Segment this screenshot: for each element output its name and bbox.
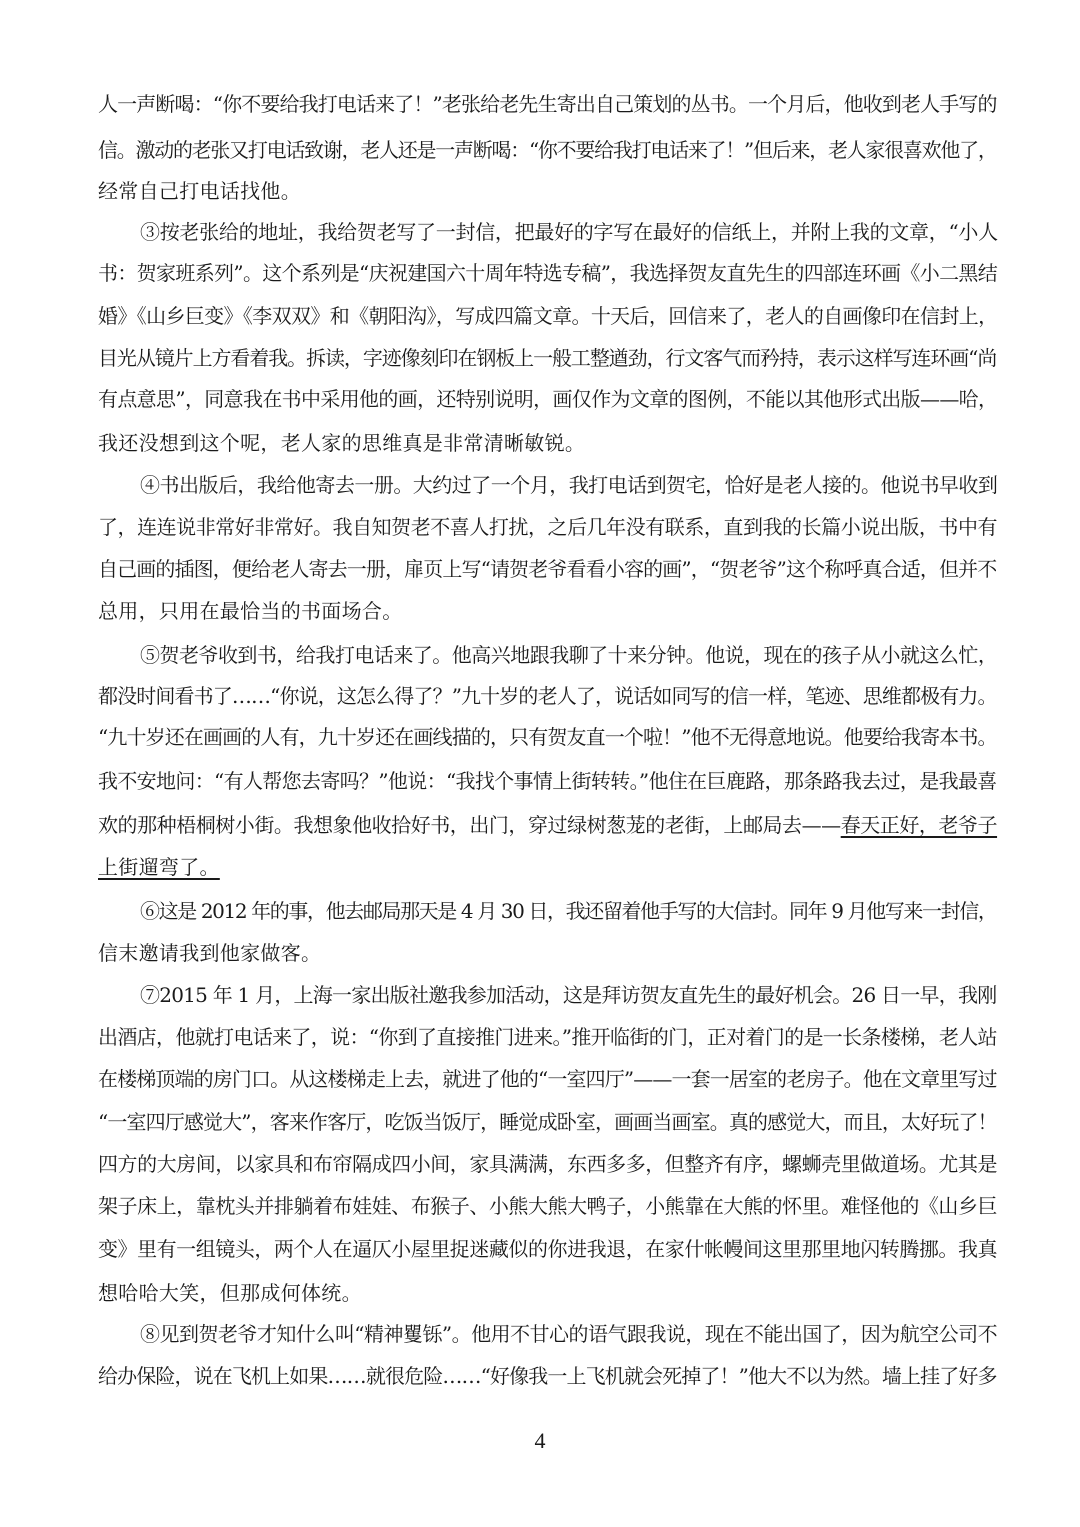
page-number: 4	[534, 1428, 546, 1453]
line-text: 书：贺家班系列”。这个系列是“庆祝建国六十周年特选专稿”，我选择贺友直先生的四部连环画《小二黑结	[98, 261, 998, 285]
text-line	[98, 1064, 998, 1094]
line-text: 自己画的插图，便给老人寄去一册，扉页上写“请贺老爷看看小容的画”，“贺老爷”这个称呼真合适，但并不	[98, 557, 997, 581]
line-text: 人一声断喝：“你不要给我打电话来了！”老张给老先生寄出自己策划的丛书。一个月后，他收到老人手写的	[98, 92, 997, 116]
line-text: ④书出版后，我给他寄去一册。大约过了一个月，我打电话到贺宅，恰好是老人接的。他说书早收到	[140, 473, 998, 497]
line-text: 出酒店，他就打电话来了，说：“你到了直接推门进来。”推开临街的门，正对着门的是一长条楼梯，老人站	[98, 1025, 997, 1049]
text-line	[140, 1319, 998, 1349]
line-text: ③按老张给的地址，我给贺老写了一封信，把最好的字写在最好的信纸上，并附上我的文章，“小人	[140, 220, 998, 244]
text-line	[98, 554, 998, 584]
line-text: 四方的大房间，以家具和布帘隔成四小间，家具满满，东西多多，但整齐有序，螺蛳壳里做道场。尤其是	[98, 1152, 998, 1176]
text-line	[98, 1361, 998, 1391]
underlined-text: 春天正好，老爷子	[840, 813, 998, 837]
text-line	[98, 1022, 998, 1052]
text-line	[98, 766, 998, 796]
text-line	[98, 135, 998, 165]
line-text: 想哈哈大笑，但那成何体统。	[98, 1281, 362, 1305]
line-text: ⑦2015 年 1 月，上海一家出版社邀我参加活动，这是拜访贺友直先生的最好机会。26 日一早，我刚	[140, 983, 997, 1007]
text-line	[98, 1107, 998, 1137]
text-line	[98, 428, 585, 458]
line-text: 信末邀请我到他家做客。	[98, 941, 322, 965]
text-line	[98, 176, 301, 206]
line-text: 有点意思”，同意我在书中采用他的画，还特别说明，画仅作为文章的图例，不能以其他形式出版——哈，	[98, 387, 998, 411]
text-line	[98, 1278, 362, 1308]
line-text: 给办保险，说在飞机上如果……就很危险……“好像我一上飞机就会死掉了！”他大不以为然。墙上挂了好多	[98, 1364, 997, 1388]
text-line	[140, 470, 998, 500]
text-line	[140, 896, 998, 926]
text-line	[140, 640, 998, 670]
text-line	[98, 852, 220, 882]
line-text: 信。激动的老张又打电话致谢，老人还是一声断喝：“你不要给我打电话来了！”但后来，老人家很喜欢他了，	[98, 138, 997, 162]
text-line	[140, 980, 998, 1010]
line-text: 经常自己打电话找他。	[98, 179, 301, 203]
text-line	[98, 512, 998, 542]
line-text: “九十岁还在画画的人有，九十岁还在画线描的，只有贺友直一个啦！”他不无得意地说。他要给我寄本书。	[98, 725, 997, 749]
line-text: 架子床上，靠枕头并排躺着布娃娃、布猴子、小熊大熊大鸭子，小熊靠在大熊的怀里。难怪他的《山乡巨	[98, 1194, 998, 1218]
line-text: 了，连连说非常好非常好。我自知贺老不喜人打扰，之后几年没有联系，直到我的长篇小说出版，书中有	[98, 515, 998, 539]
text-line	[98, 258, 998, 288]
text-line	[98, 1149, 998, 1179]
line-text: 婚》《山乡巨变》《李双双》和《朝阳沟》，写成四篇文章。十天后，回信来了，老人的自画像印在信封上，	[98, 304, 998, 328]
text-line	[98, 938, 321, 968]
line-text: “一室四厅感觉大”，客来作客厅，吃饭当饭厅，睡觉成卧室，画画当画室。真的感觉大，而且，太好玩了！	[98, 1110, 997, 1134]
line-text: 都没时间看书了……“你说，这怎么得了？”九十岁的老人了，说话如同写的信一样，笔迹、思维都极有力。	[98, 684, 997, 708]
text-line	[98, 1234, 998, 1264]
text-line	[140, 217, 998, 247]
underlined-text: 上街遛弯了。	[98, 855, 220, 879]
line-text: ⑤贺老爷收到书，给我打电话来了。他高兴地跟我聊了十来分钟。他说，现在的孩子从小就这么忙，	[140, 643, 998, 667]
line-text: 总用，只用在最恰当的书面场合。	[98, 599, 403, 623]
line-text: 我不安地问：“有人帮您去寄吗？”他说：“我找个事情上街转转。”他住在巨鹿路，那条路我去过，是我最喜	[98, 769, 997, 793]
line-text: 我还没想到这个呢，老人家的思维真是非常清晰敏锐。	[98, 431, 586, 455]
text-line	[98, 681, 998, 711]
line-text: 在楼梯顶端的房门口。从这楼梯走上去，就进了他的“一室四厅”——一套一居室的老房子。他在文章里写过	[98, 1067, 997, 1091]
text-line	[98, 89, 998, 119]
text-line	[98, 343, 998, 373]
line-text: 变》里有一组镜头，两个人在逼仄小屋里捉迷藏似的你进我退，在家什帐幔间这里那里地闪转腾挪。我真	[98, 1237, 998, 1261]
text-line	[98, 810, 998, 840]
line-text: ⑧见到贺老爷才知什么叫“精神矍铄”。他用不甘心的语气跟我说，现在不能出国了，因为航空公司不	[140, 1322, 998, 1346]
line-text: 目光从镜片上方看着我。拆读，字迹像刻印在钢板上一般工整遒劲，行文客气而矜持，表示这样写连环画“尚	[98, 346, 997, 370]
text-line	[98, 722, 998, 752]
text-line	[98, 384, 998, 414]
line-text: ⑥这是 2012 年的事，他去邮局那天是 4 月 30 日，我还留着他手写的大信封。同年 9 月他写来一封信，	[140, 899, 997, 923]
line-text: 欢的那种梧桐树小街。我想象他收拾好书，出门，穿过绿树葱茏的老街，上邮局去——	[98, 813, 841, 837]
text-line	[98, 1191, 998, 1221]
text-line	[98, 596, 403, 626]
text-line	[98, 301, 998, 331]
